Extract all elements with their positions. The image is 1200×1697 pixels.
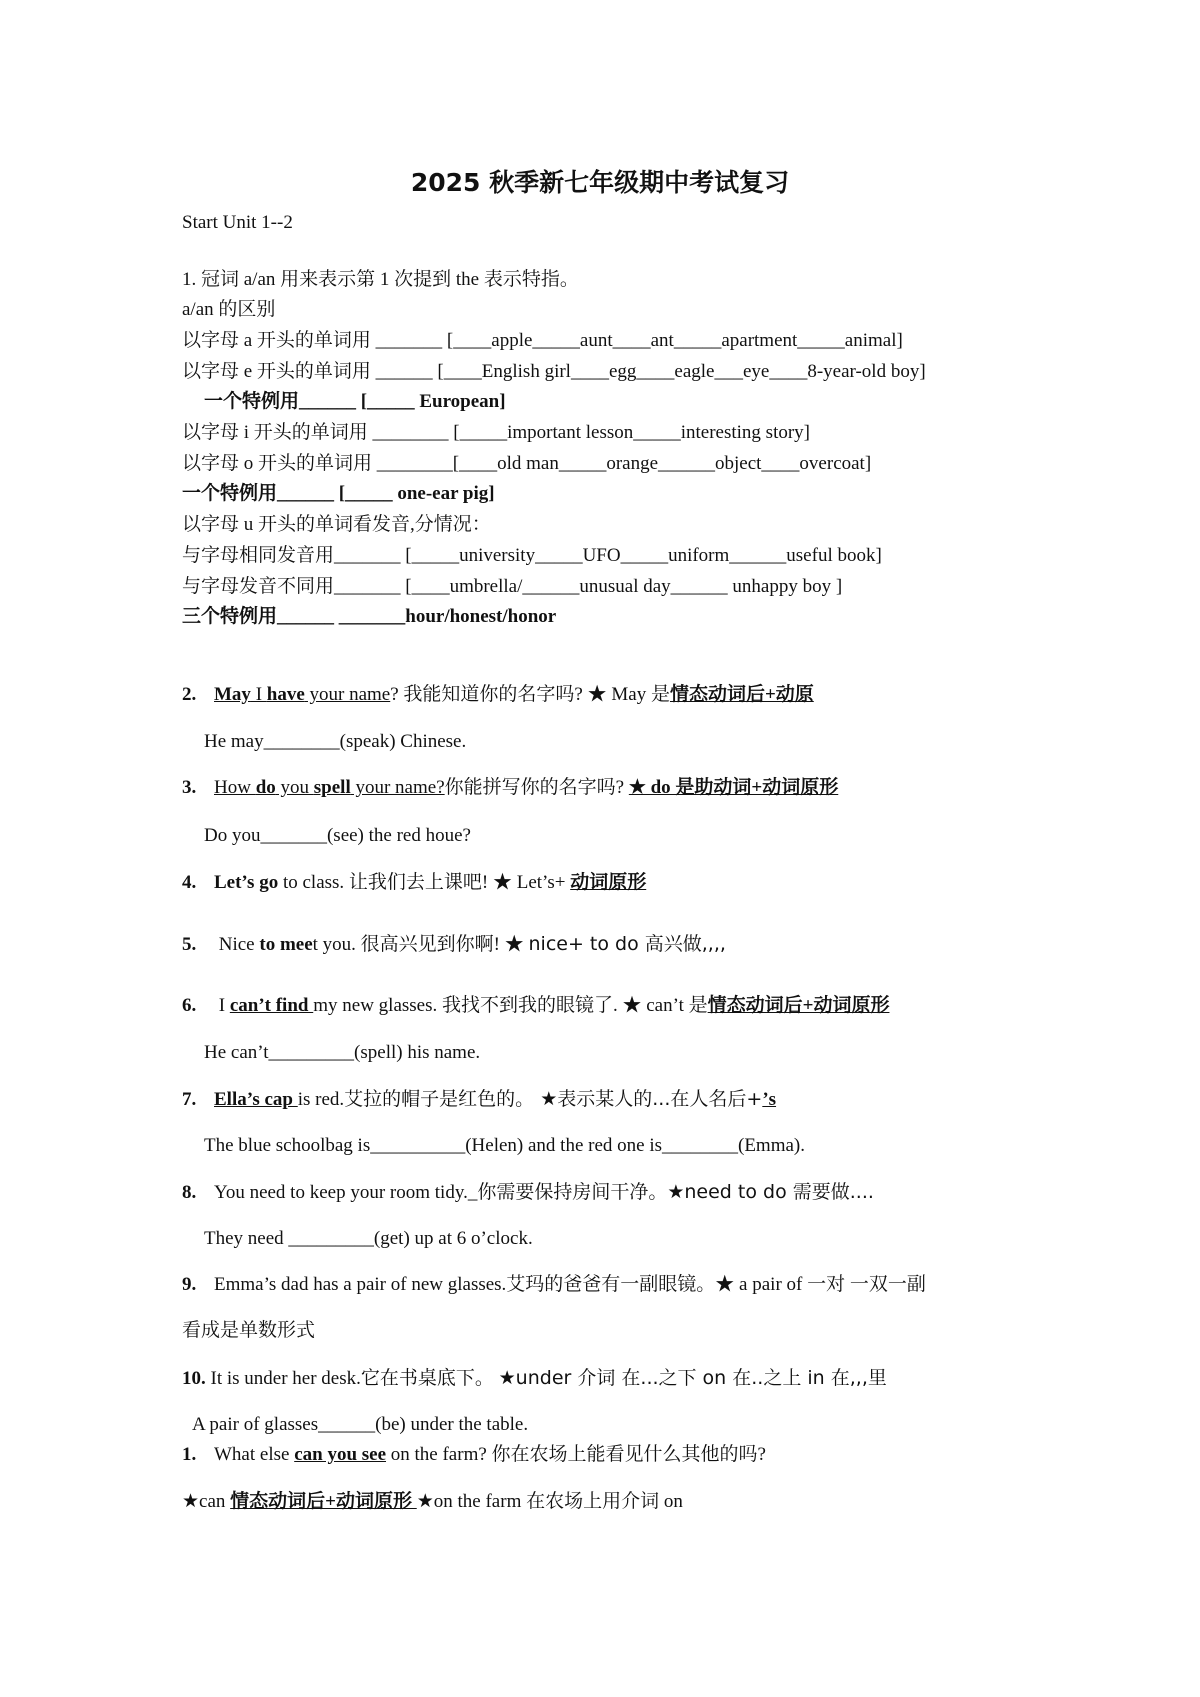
article-difference-heading: a/an 的区别: [182, 299, 276, 320]
item-number: 1.: [182, 1444, 197, 1465]
keyword: May: [214, 684, 251, 705]
item-number: 4.: [182, 872, 197, 893]
keyword: spell: [313, 777, 351, 798]
text: Nice: [214, 934, 260, 955]
text: You need to keep your room tidy._你需要保持房间干净。: [214, 1182, 668, 1203]
keyword: have: [266, 684, 305, 705]
item-number: 7.: [182, 1089, 197, 1110]
note: nice+ to do 高兴做,,,,: [528, 933, 726, 955]
text: I: [250, 684, 267, 705]
text: It is under her desk.它在书桌底下。: [210, 1368, 499, 1389]
keyword: to mee: [259, 934, 313, 955]
note: 情态动词后+动词原形: [230, 1491, 417, 1512]
item-7-exercise: The blue schoolbag is__________(Helen) and the red one is________(Emma).: [204, 1135, 805, 1156]
item-number: 5.: [182, 934, 197, 955]
letter-u-heading: 以字母 u 开头的单词看发音,分情况：: [182, 514, 491, 535]
item-number: 10.: [182, 1368, 206, 1389]
item-6-exercise: He can’t_________(spell) his name.: [204, 1042, 481, 1063]
item-2-exercise: He may________(speak) Chinese.: [204, 731, 467, 752]
text: Emma’s dad has a pair of new glasses.艾玛的爸爸有一副眼镜。★ a pair of 一对 一双一副: [214, 1274, 926, 1295]
text: ★on the farm 在农场上用介词 on: [416, 1491, 683, 1512]
item-3: [182, 776, 838, 800]
item-8: [182, 1180, 874, 1205]
item-9-continued: 看成是单数形式: [182, 1320, 316, 1341]
text: you: [275, 777, 314, 798]
item-number: 6.: [182, 995, 197, 1016]
keyword: can you see: [294, 1444, 387, 1465]
note: ★表示某人的...在人名后+: [534, 1088, 763, 1110]
keyword: do: [255, 777, 276, 798]
text: ? 我能知道你的名字吗? ★ May 是: [390, 684, 670, 705]
keyword: Let’s go: [214, 872, 279, 893]
item-10-exercise: A pair of glasses______(be) under the table.: [192, 1414, 529, 1435]
exception-one-ear-line: 一个特例用______ [_____ one-ear pig]: [182, 483, 495, 504]
text: t you. 很高兴见到你啊! ★: [312, 934, 529, 955]
keyword: Ella’s cap: [214, 1089, 298, 1110]
note-suffix: ’s: [762, 1089, 777, 1110]
three-exceptions-line: 三个特例用______ _______hour/honest/honor: [182, 606, 557, 627]
text: your name: [304, 684, 391, 705]
exception-european-line: 一个特例用______ [_____ European]: [204, 391, 506, 412]
note: ★under 介词 在...之下 on 在..之上 in 在,,,里: [498, 1367, 887, 1389]
text: your name?: [350, 777, 445, 798]
item-5: [182, 932, 726, 957]
page-title: 2025 秋季新七年级期中考试复习: [410, 168, 790, 197]
u-same-sound-line: 与字母相同发音用_______ [_____university_____UFO_____uniform______useful book]: [182, 545, 882, 566]
text: my new glasses. 我找不到我的眼镜了. ★ can’t 是: [313, 995, 708, 1016]
letter-e-line: 以字母 e 开头的单词用 ______ [____English girl____egg____eagle___eye____8-year-old boy]: [182, 361, 926, 382]
keyword: can’t find: [229, 995, 314, 1016]
item-6: [182, 994, 889, 1018]
item-2: [182, 683, 814, 707]
item-8-exercise: They need _________(get) up at 6 o’clock.: [204, 1228, 533, 1249]
letter-a-line: 以字母 a 开头的单词用 _______ [____apple_____aunt____ant_____apartment_____animal]: [182, 330, 903, 351]
text: on the farm? 你在农场上能看见什么其他的吗?: [386, 1444, 766, 1465]
item-3-exercise: Do you_______(see) the red houe?: [204, 825, 471, 846]
note: 情态动词后+动原: [669, 684, 814, 705]
item-9: [182, 1273, 926, 1297]
text: I: [214, 995, 230, 1016]
note: ★need to do 需要做....: [667, 1181, 874, 1203]
item-number: 3.: [182, 777, 197, 798]
letter-i-line: 以字母 i 开头的单词用 ________ [_____important lesson_____interesting story]: [182, 422, 811, 443]
item-10: [182, 1366, 887, 1391]
item-number: 9.: [182, 1274, 197, 1295]
unit2-item-1-note: [182, 1490, 683, 1514]
item-number: 2.: [182, 684, 197, 705]
note: 情态动词后+动词原形: [707, 995, 890, 1016]
article-rule-line: 1. 冠词 a/an 用来表示第 1 次提到 the 表示特指。: [182, 269, 579, 290]
item-7: [182, 1087, 776, 1112]
letter-o-line: 以字母 o 开头的单词用 ________[____old man_____orange______object____overcoat]: [182, 453, 872, 474]
text: How: [214, 777, 256, 798]
note: 动词原形: [570, 872, 647, 893]
item-4: [182, 871, 646, 895]
note: ★ do 是助动词+动词原形: [628, 777, 839, 798]
text: is red.艾拉的帽子是红色的。: [297, 1089, 535, 1110]
item-number: 8.: [182, 1182, 197, 1203]
unit2-item-1: [182, 1443, 766, 1467]
unit-subtitle: Start Unit 1--2: [182, 212, 293, 233]
text: 你能拼写你的名字吗?: [444, 777, 629, 798]
text: to class. 让我们去上课吧! ★ Let’s+: [278, 872, 571, 893]
text: What else: [214, 1444, 295, 1465]
u-different-sound-line: 与字母发音不同用_______ [____umbrella/______unusual day______ unhappy boy ]: [182, 576, 843, 597]
text: ★can: [182, 1491, 231, 1512]
